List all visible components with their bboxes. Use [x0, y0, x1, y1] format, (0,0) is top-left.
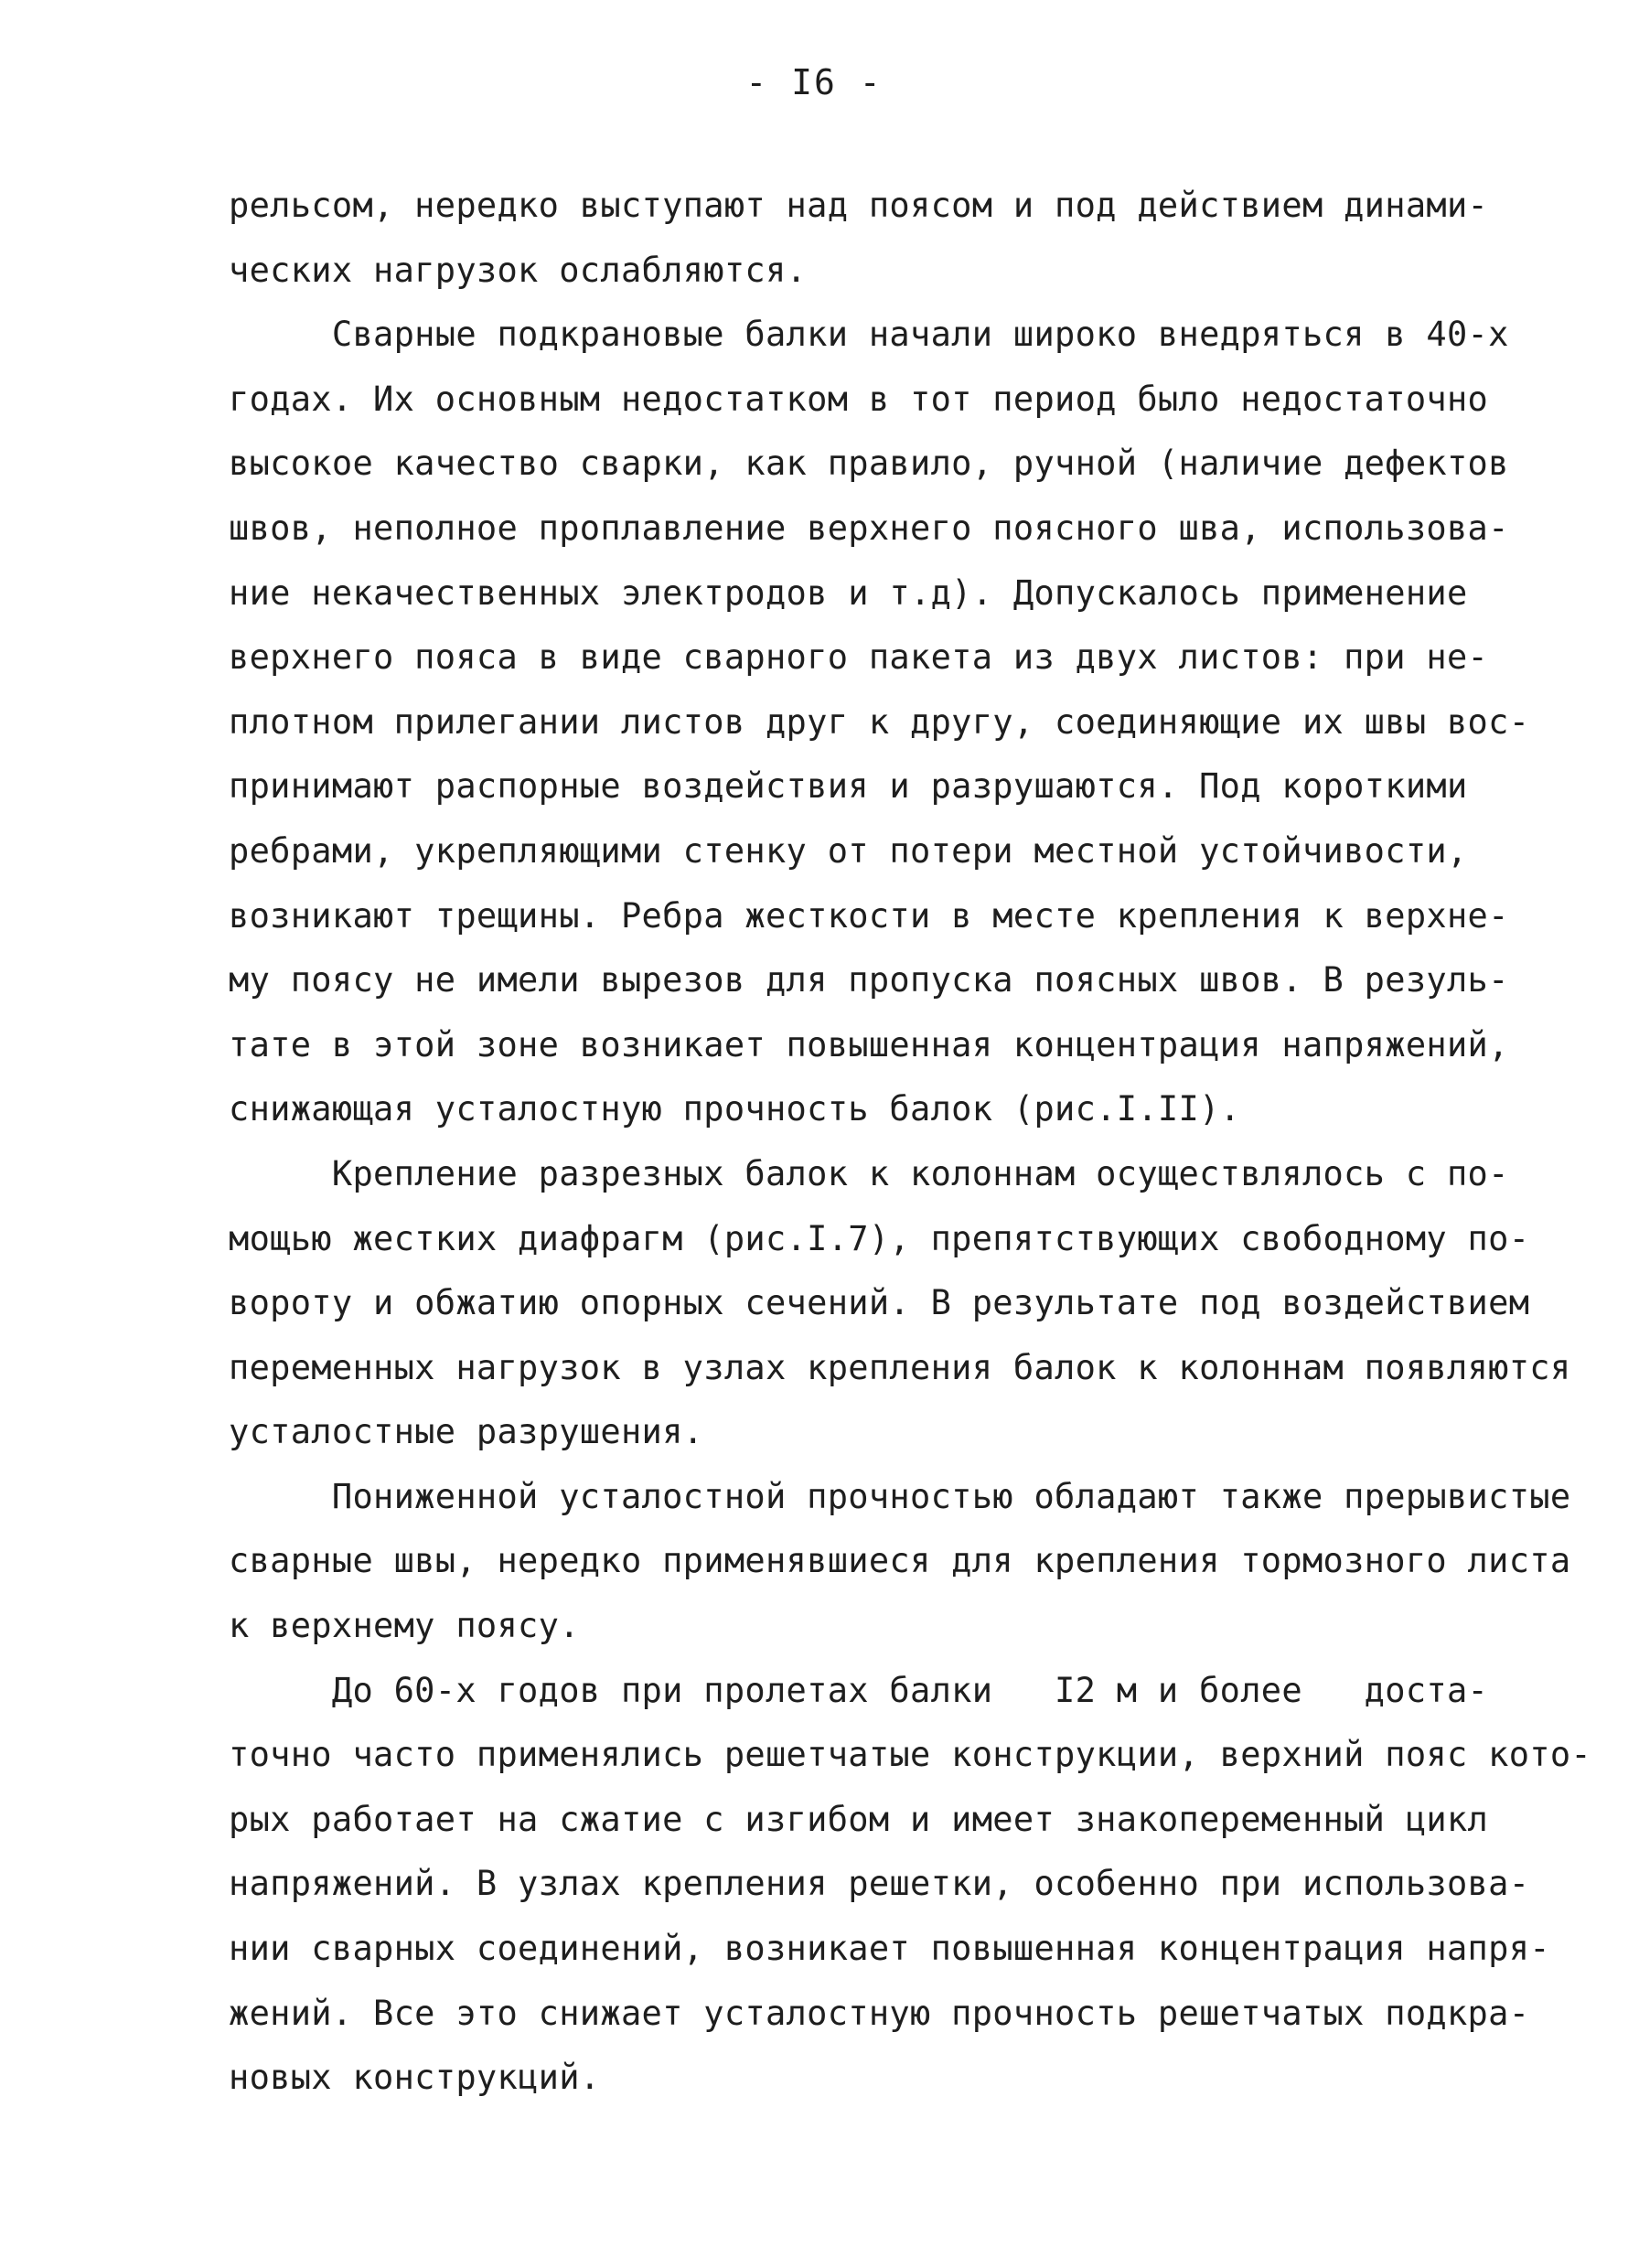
body-text	[229, 174, 1592, 2111]
text-line: Крепление разрезных балок к колоннам осуществлялось с по-	[229, 1153, 1509, 1193]
text-line: переменных нагрузок в узлах крепления балок к колоннам появляются	[229, 1347, 1571, 1387]
text-line: тате в этой зоне возникает повышенная концентрация напряжений,	[229, 1024, 1509, 1064]
text-line: возникают трещины. Ребра жесткости в месте крепления к верхне-	[229, 895, 1509, 936]
text-line: швов, неполное проплавление верхнего поясного шва, использова-	[229, 508, 1509, 548]
text-line: новых конструкций.	[229, 2058, 601, 2098]
text-line: принимают распорные воздействия и разрушаются. Под короткими	[229, 766, 1468, 807]
text-line: Сварные подкрановые балки начали широко внедряться в 40-х	[229, 315, 1509, 355]
text-line: точно часто применялись решетчатые конструкции, верхний пояс кото-	[229, 1735, 1592, 1775]
text-line: ние некачественных электродов и т.д). Допускалось применение	[229, 572, 1468, 613]
text-line: Пониженной усталостной прочностью обладают также прерывистые	[229, 1476, 1571, 1516]
text-line: напряжений. В узлах крепления решетки, особенно при использова-	[229, 1864, 1530, 1904]
text-line: жений. Все это снижает усталостную прочность решетчатых подкра-	[229, 1993, 1530, 2033]
text-line: годах. Их основным недостатком в тот период было недостаточно	[229, 379, 1489, 419]
text-line: му поясу не имели вырезов для пропуска поясных швов. В резуль-	[229, 960, 1509, 1000]
text-line: высокое качество сварки, как правило, ручной (наличие дефектов	[229, 444, 1509, 484]
text-line: ческих нагрузок ослабляются.	[229, 250, 808, 290]
text-line: ребрами, укрепляющими стенку от потери местной устойчивости,	[229, 830, 1468, 871]
text-line: верхнего пояса в виде сварного пакета из двух листов: при не-	[229, 637, 1489, 678]
text-line: к верхнему поясу.	[229, 1606, 580, 1646]
text-line: вороту и обжатию опорных сечений. В результате под воздействием	[229, 1283, 1530, 1323]
text-line: сварные швы, нередко применявшиеся для крепления тормозного листа	[229, 1541, 1571, 1581]
page-number: - I6 -	[745, 62, 883, 102]
text-line: До 60-х годов при пролетах балки I2 м и более доста-	[229, 1670, 1489, 1710]
text-line: усталостные разрушения.	[229, 1412, 704, 1452]
text-line: рых работает на сжатие с изгибом и имеет знакопеременный цикл	[229, 1799, 1489, 1839]
text-line: плотном прилегании листов друг к другу, соединяющие их швы вос-	[229, 701, 1530, 742]
text-line: рельсом, нередко выступают над поясом и под действием динами-	[229, 186, 1489, 225]
text-line: нии сварных соединений, возникает повышенная концентрация напря-	[229, 1929, 1550, 1969]
text-line: мощью жестких диафрагм (рис.I.7), препятствующих свободному по-	[229, 1218, 1530, 1258]
text-line: снижающая усталостную прочность балок (рис.I.II).	[229, 1089, 1241, 1129]
